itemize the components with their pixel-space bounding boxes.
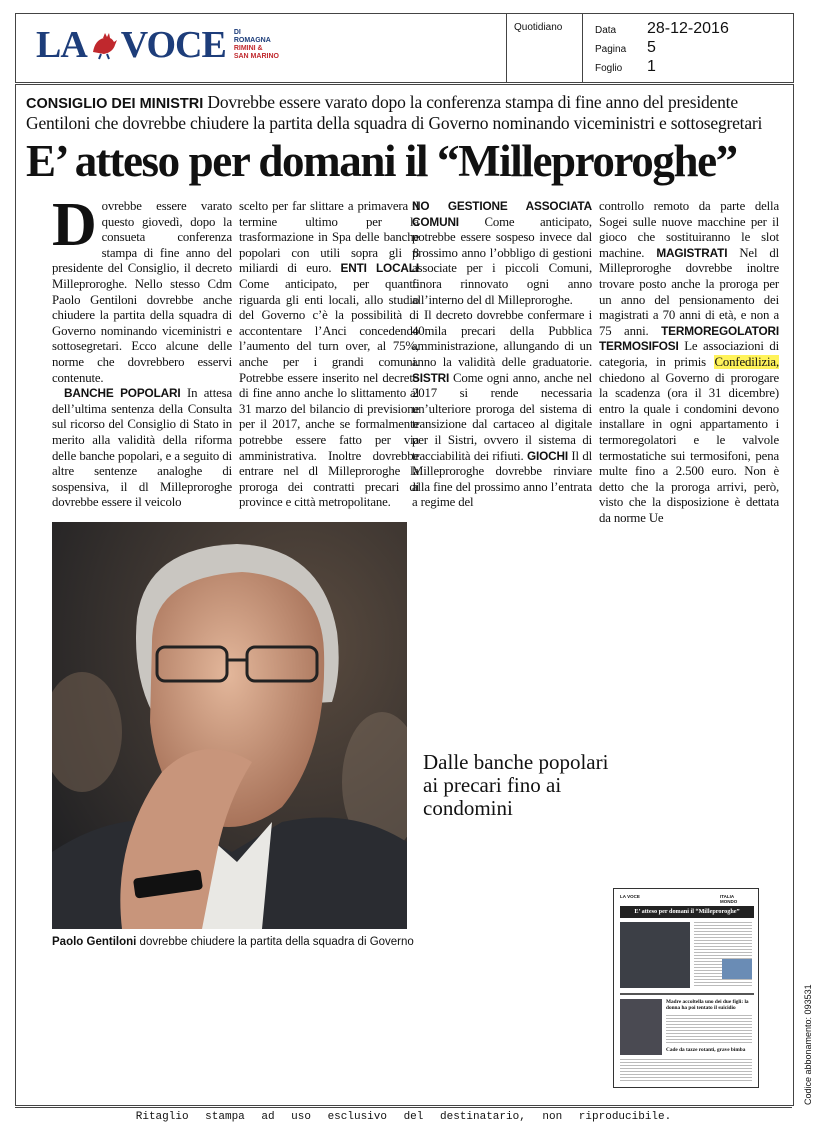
masthead-cell — [16, 14, 507, 82]
section-lead: TERMOREGOLATORI TERMOSIFOSI — [599, 323, 779, 354]
subheadline: Dalle banche popolari ai precari fino ai condomini — [423, 750, 609, 820]
thumbnail-photo-3 — [620, 999, 662, 1055]
drop-cap: D — [52, 191, 97, 259]
paragraph — [239, 199, 419, 511]
highlighted-term: Confedilizia, — [714, 354, 779, 369]
paragraph-text: chiedono al Governo di prorogare la scadenza (ora il 31 dicembre) entro la quale i condomini devono installare in ogni appartamento i termoregolatori e le valvole termostatiche sui termosifoni, pena multe fino a 2.500 euro. Non è detto che la proroga arrivi, però, visto che la disposizione è dettata da norme Ue — [599, 370, 779, 525]
logo-subtitle — [234, 29, 279, 61]
logo-sub-romagna: ROMAGNA — [233, 37, 271, 44]
paragraph-text: Come ogni anno, anche nel 2017 si rende necessaria un’ulteriore proroga del sistema di transizione dal cartaceo al digitale per il Sistri, ovvero il sistema di tracciabilità dei rifiuti. — [412, 370, 592, 463]
logo-word-left: LA — [36, 24, 87, 66]
meta-sheet-value: 1 — [647, 58, 656, 75]
thumbnail-text-lines-2 — [666, 1015, 752, 1045]
paragraph-text: Come anticipato, potrebbe essere sospeso invece dal prossimo anno l’obbligo di gestioni associate per i piccoli Comuni, finora rinnovato ogni anno all’interno del dl Milleproroghe. — [412, 214, 592, 307]
paragraph-text: Il dl Milleproroghe dovrebbe rinviare alla fine del prossimo anno l’entrata a regime del — [412, 448, 592, 510]
paragraph-text: controllo remoto da parte della Sogei sulle nuove macchine per il gioco che sostituiranno le slot machine. — [599, 199, 779, 260]
paragraph-text: Le associazioni di categoria, in primis — [599, 339, 779, 369]
paragraph-text: scelto per far slittare a primavera il termine ultimo per la trasformazione in Spa delle banche popolari con utili sopra gli 8 miliardi di euro. — [239, 199, 419, 276]
paragraph — [52, 386, 232, 511]
thumbnail-photo — [620, 922, 690, 988]
meta-page-value: 5 — [647, 39, 656, 56]
section-lead: MAGISTRATI — [656, 245, 728, 260]
newspaper-logo — [36, 26, 279, 64]
rooster-icon — [89, 30, 119, 60]
section-lead: ENTI LOCALI — [340, 261, 419, 276]
meta-sheet-row — [595, 58, 656, 76]
section-lead: GIOCHI — [526, 448, 569, 463]
photo-caption — [52, 936, 452, 948]
thumbnail-headline: E’ atteso per domani il “Milleproroghe” — [620, 906, 754, 918]
meta-date-row — [595, 20, 729, 38]
paragraph — [599, 199, 779, 526]
portrait-photo — [52, 522, 407, 929]
article-clipping — [15, 84, 794, 1106]
publication-kind: Quotidiano — [514, 22, 563, 33]
meta-date-label: Data — [595, 25, 617, 36]
thumbnail-section: ITALIA MONDO — [720, 894, 738, 904]
paragraph-text: Nel dl Milleproroghe dovrebbe inoltre trovare posto anche la proroga per un anno del pensionamento dei magistrati a 70 anni di età, e non a 75 anni. — [599, 245, 779, 338]
subscription-code: Codice abbonamento: 093531 — [803, 984, 813, 1105]
paragraph — [52, 191, 232, 386]
logo-word-right: VOCE — [120, 24, 226, 66]
paragraph — [412, 308, 592, 511]
thumbnail-divider — [620, 993, 754, 995]
meta-page-row — [595, 39, 656, 57]
paragraph-text: ovrebbe essere varato questo giovedì, dopo la consueta conferenza stampa di fine anno del presidente del Consiglio, il decreto Milleproroghe. Nello stesso Cdm Paolo Gentiloni dovrebbe anche chiudere la partita della squadra di Governo nominando viceministri e sottosegretari. Ecco alcune delle norme che dovrebbero esservi contenute. — [52, 199, 232, 385]
thumbnail-header — [620, 894, 738, 904]
thumbnail-story-2: Madre accoltella uno dei due figli: la donna ha poi tentato il suicidio — [666, 999, 749, 1011]
thumbnail-photo-2 — [722, 959, 752, 979]
article-column-1 — [52, 191, 232, 511]
caption-text: dovrebbe chiudere la partita della squadra di Governo — [139, 936, 414, 948]
meta-date-value: 28-12-2016 — [647, 20, 729, 37]
article-column-2 — [239, 199, 419, 511]
thumbnail-text-lines-3 — [620, 1059, 752, 1083]
clipping-header — [15, 13, 794, 83]
paragraph-text: Il decreto dovrebbe confermare i 40mila precari della Pubblica amministrazione, allungando di un anno la validità delle graduatorie. — [412, 308, 592, 369]
paragraph — [412, 199, 592, 308]
section-lead: NO GESTIONE ASSOCIATA COMUNI — [412, 199, 592, 229]
article-column-4 — [599, 199, 779, 526]
kicker-tag: CONSIGLIO DEI MINISTRI — [26, 96, 204, 112]
thumbnail-logo: LA VOCE — [620, 894, 640, 899]
kicker — [26, 93, 786, 133]
section-lead: BANCHE POPOLARI — [64, 386, 181, 401]
thumbnail-story-3: Cade da tazze rotanti, grave bimba — [666, 1047, 746, 1053]
section-lead: SISTRI — [412, 370, 450, 385]
article-column-3 — [412, 199, 592, 511]
page-thumbnail — [613, 888, 759, 1088]
headline: E’ atteso per domani il “Milleproroghe” — [26, 136, 737, 186]
kicker-text: Dovrebbe essere varato dopo la conferenza stampa di fine anno del presidente Gentiloni che dovrebbe chiudere la partita della squadra di Governo nominando viceministri e sottosegretari — [26, 92, 763, 133]
meta-page-label: Pagina — [595, 44, 627, 55]
portrait-illustration — [52, 522, 407, 929]
logo-sub-rimini: RIMINI & — [233, 45, 263, 52]
paragraph-text: Come anticipato, per quanto riguarda gli enti locali, allo studio del Governo c’è la possibilità di accontentare l’Anci concedendo l’aumento del turn over, al 75%, anche per i grandi comuni. Potrebbe essere inserito nel decreto di fine anno anche lo slittamento al 31 marzo del bilancio di previsione per il 2017, anche se formalmente potrebbe essere fatto per via amministrativa. Inoltre dovrebbe entrare nel dl Milleproroghe la proroga dei contratti precari di province e città metropolitane. — [239, 276, 419, 510]
footer-disclaimer: Ritaglio stampa ad uso esclusivo del destinatario, non riproducibile. — [15, 1107, 792, 1126]
logo-sub-sanmarino: SAN MARINO — [233, 53, 279, 60]
paragraph-text: In attesa dell’ultima sentenza della Consulta sul ricorso del Consiglio di Stato in merito alla validità della riforma delle banche popolari, e a seguito di altre sentenze analoghe di sospensiva, il dl Milleproroghe dovrebbe essere il veicolo — [52, 386, 232, 510]
meta-sheet-label: Foglio — [595, 63, 623, 74]
logo-sub-di: DI — [233, 29, 241, 36]
meta-cell — [582, 14, 794, 82]
caption-name: Paolo Gentiloni — [52, 936, 137, 948]
